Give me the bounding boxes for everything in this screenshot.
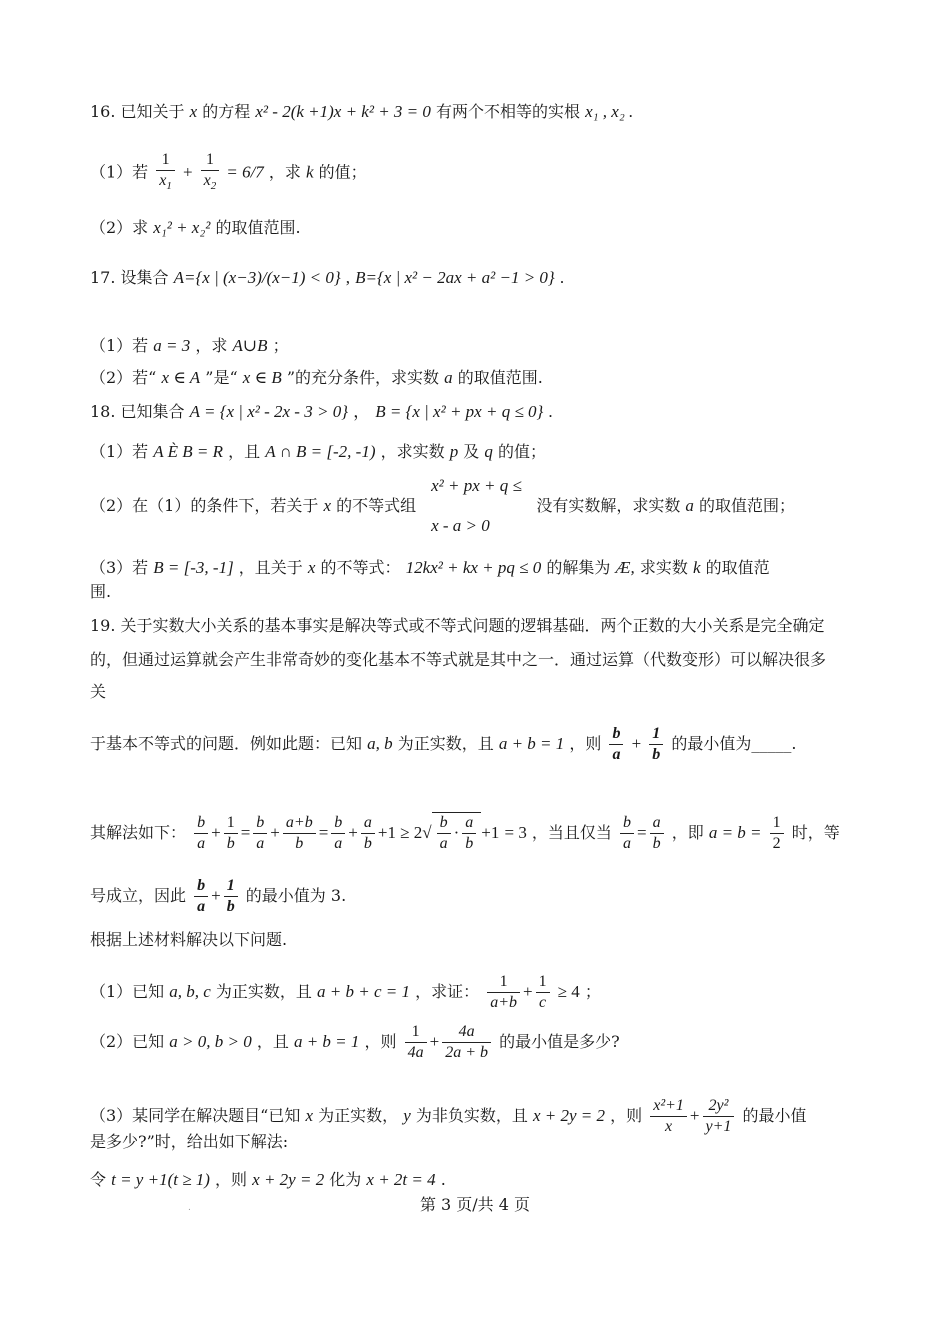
q17-p2-d: 的取值范围. <box>457 368 543 387</box>
q16-stem-a: 16. 已知关于 <box>90 102 185 121</box>
q17-p1-c: ； <box>272 336 289 355</box>
q18-system-line2 <box>90 514 490 538</box>
q19-part2: （2）已知 a > 0, b > 0 ，且 a + b = 1 ，则 $\frac{1}{4a}$ + $\frac{4a}{2a + b}$ 的最小值是多少? <box>90 1023 620 1061</box>
q18-p3-a: （3）若 <box>90 558 149 577</box>
q19-last-a: 令 <box>90 1170 107 1189</box>
q18-part1: （1）若 A È B = R ，且 A ∩ B = [-2, -1) ，求实数 p 及 q 的值； <box>90 442 547 461</box>
q18-p3-empty-set: Æ, <box>615 558 635 577</box>
q16-stem: 16. 已知关于 x 的方程 x² - 2(k +1)x + k² + 3 = 0 有两个不相等的实根 x₁ , x₂ . <box>90 102 634 121</box>
q19-p1-abc: a, b, c <box>169 982 211 1001</box>
q19-line1: 19. 关于实数大小关系的基本事实是解决等式或不等式问题的逻辑基础．两个正数的大小关系是完全确定 <box>90 616 825 635</box>
q18-set-b: B = {x | x² + px + q ≤ 0} <box>375 402 544 421</box>
q19-last-c: 化为 <box>329 1170 362 1189</box>
q18-stem: 18. 已知集合 A = {x | x² - 2x - 3 > 0} ， B = {x | x² + px + q ≤ 0} . <box>90 402 553 421</box>
q19-last-t: t = y +1(t ≥ 1) <box>111 1170 210 1189</box>
q19-sol-c: ，即 <box>671 823 704 842</box>
q19-last-eq1: x + 2y = 2 <box>252 1170 325 1189</box>
q19-solution: 其解法如下： $\frac{b}{a}$ + $\frac{1}{b}$ = $\frac{b}{a}$ + $\frac{a+b}{b}$ = $\frac{b}{a}$ + $\frac{a}{b}$ +1 ≥ 2√ $\frac{b}{a}$ · $\frac{a}{b}$ +1 = 3 ，当且仅当 $\frac{b}{a}$ = $\frac{a}{b}$ ，即 a = b = $\frac{1}{2}$ 时，等 <box>90 814 840 852</box>
q18-p1-intersection: A ∩ B = [-2, -1) <box>265 442 376 461</box>
q17-p1-a: （1）若 <box>90 336 149 355</box>
q19-p3-c: 为非负实数，且 <box>415 1106 528 1125</box>
q17-part2: （2）若“ x ∈ A ”是“ x ∈ B ”的充分条件，求实数 a 的取值范围. <box>90 368 543 387</box>
q19-last-b: ，则 <box>215 1170 248 1189</box>
q19-part3-cont: 是多少?”时，给出如下解法: <box>90 1132 289 1151</box>
q19-p2-c: ，则 <box>364 1032 397 1051</box>
q19-p2-b: ，且 <box>256 1032 289 1051</box>
footer-dot: . <box>188 1203 191 1213</box>
q19-p1-eq: a + b + c = 1 <box>317 982 410 1001</box>
q17-stem: 17. 设集合 A={x | (x−3)/(x−1) < 0} , B={x | x² − 2ax + a² −1 > 0} . <box>90 268 565 287</box>
q17-stem-label: 17. 设集合 <box>90 268 169 287</box>
q17-p2-x2: x ∈ B <box>242 368 282 387</box>
q19-p1-c: ，求证： <box>415 982 480 1001</box>
q19-p1-a: （1）已知 <box>90 982 165 1001</box>
q17-p2-c: ”的充分条件，求实数 <box>286 368 440 387</box>
q19-sol-d: 时，等 <box>791 823 840 842</box>
q17-p1-expr: A∪B <box>232 336 268 355</box>
q19-p3-d: ，则 <box>610 1106 643 1125</box>
q16-p1-rhs: 6/7 <box>242 162 264 182</box>
q19-p2-a: （2）已知 <box>90 1032 165 1051</box>
q19-l4-d: 的最小值为_____. <box>671 734 797 753</box>
q19-p3-b: 为正实数， <box>318 1106 399 1125</box>
q19-sol-b: ，当且仅当 <box>531 823 612 842</box>
q18-p2-c: 没有实数解，求实数 <box>536 496 681 515</box>
q17-p2-a: （2）若“ <box>90 368 157 387</box>
q19-p2-d: 的最小值是多少? <box>499 1032 620 1051</box>
q18-p1-e: 的值； <box>498 442 547 461</box>
q16-part1: （1）若 $\frac{1}{x_1}$ + $\frac{1}{x_2}$ = 6/7 ，求 k 的值； <box>90 150 367 196</box>
q18-p3-inequality: 12kx² + kx + pq ≤ 0 <box>405 558 542 577</box>
q17-p1-eq: a = 3 <box>153 336 191 355</box>
q18-set-a: A = {x | x² - 2x - 3 > 0} <box>189 402 348 421</box>
q19-last-line <box>90 1168 446 1192</box>
q16-roots: x₁ , x₂ . <box>585 102 634 121</box>
q18-p3-c: 的不等式： <box>320 558 401 577</box>
q16-p2-expr: x₁² + x₂² <box>153 218 211 237</box>
q18-system-ineq1: x² + px + q ≤ <box>431 476 522 495</box>
q16-p2-b: 的取值范围. <box>215 218 301 237</box>
q18-part2: （2）在（1）的条件下，若关于 x 的不等式组 没有实数解，求实数 a 的取值范围； <box>90 496 796 515</box>
q19-l4-ab: a, b <box>367 734 393 753</box>
q19-last-eq2: x + 2t = 4 <box>366 1170 436 1189</box>
q19-line6: 号成立，因此 $\frac{b}{a}$ + $\frac{1}{b}$ 的最小值为 3. <box>90 877 347 915</box>
q19-l4-eq: a + b = 1 <box>498 734 565 753</box>
q19-sol-eq: a = b = <box>708 823 762 842</box>
frac-1-over-x1: $\frac{1}{x_1}$ <box>156 150 175 196</box>
q18-system-ineq2: x - a > 0 <box>431 516 490 535</box>
q18-part3: （3）若 B = [-3, -1] ，且关于 x 的不等式： 12kx² + kx + pq ≤ 0 的解集为 Æ, 求实数 k 的取值范 <box>90 558 770 577</box>
q17-part1 <box>90 334 289 358</box>
q18-stem-label: 18. 已知集合 <box>90 402 185 421</box>
q16-equation: x² - 2(k +1)x + k² + 3 = 0 <box>255 102 431 121</box>
q19-l6-b: 的最小值为 3. <box>245 886 347 905</box>
q19-last-d: . <box>440 1170 446 1189</box>
q18-p3-f: 的取值范 <box>705 558 770 577</box>
q19-p1-b: 为正实数，且 <box>215 982 312 1001</box>
frac-b-over-a: $\frac{b}{a}$ <box>609 724 623 765</box>
q19-p3-e: 的最小值 <box>742 1106 807 1125</box>
q17-p2-b: ”是“ <box>205 368 238 387</box>
q18-p3-d: 的解集为 <box>546 558 611 577</box>
q16-part2 <box>90 216 301 240</box>
q19-sol-chain-result: = 3 <box>504 823 527 842</box>
q18-p3-set-b: B = [-3, -1] <box>153 558 234 577</box>
q19-line7: 根据上述材料解决以下问题. <box>90 930 288 949</box>
q18-p1-c: ，求实数 <box>380 442 445 461</box>
q19-p3-a: （3）某同学在解决题目“已知 <box>90 1106 301 1125</box>
q18-p3-e: 求实数 <box>639 558 688 577</box>
q18-p1-d: 及 <box>463 442 480 461</box>
q16-p1-c: 的值； <box>318 162 367 182</box>
q19-p2-eq: a + b = 1 <box>293 1032 360 1051</box>
q19-l6-a: 号成立，因此 <box>90 886 187 905</box>
q19-l4-c: ，则 <box>569 734 602 753</box>
frac-1-over-x2: $\frac{1}{x_2}$ <box>201 150 220 196</box>
q17-set-a: A={x | (x−3)/(x−1) < 0} <box>173 268 341 287</box>
q18-p3-g: 围. <box>90 582 112 601</box>
q19-part1: （1）已知 a, b, c 为正实数，且 a + b + c = 1 ，求证： $\frac{1}{a+b}$ + $\frac{1}{c}$ ≥ 4 ； <box>90 973 601 1011</box>
q17-p1-b: ，求 <box>195 336 228 355</box>
q18-part3-cont <box>90 580 111 604</box>
q19-line3: 关 <box>90 682 107 701</box>
q18-p2-a: （2）在（1）的条件下，若关于 <box>90 496 319 515</box>
q19-p3-eq: x + 2y = 2 <box>532 1106 606 1125</box>
q19-l4-a: 于基本不等式的问题．例如此题：已知 <box>90 734 363 753</box>
q19-part3: （3）某同学在解决题目“已知 x 为正实数， y 为非负实数，且 x + 2y = 2 ，则 $\frac{\text{x²+1}}{x}$ + $\frac{\text{2y²}}{y+1}$ 的最小值 <box>90 1097 807 1135</box>
q18-p3-b: ，且关于 <box>238 558 303 577</box>
q18-p1-b: ，且 <box>228 442 261 461</box>
q16-p2-a: （2）求 <box>90 218 149 237</box>
q16-p1-b: ，求 <box>268 162 301 182</box>
q16-stem-b: 的方程 <box>202 102 251 121</box>
frac-1-over-b: $\frac{1}{b}$ <box>649 724 663 765</box>
q19-line4: 于基本不等式的问题．例如此题：已知 a, b 为正实数，且 a + b = 1 ，则 $\frac{b}{a}$ + $\frac{1}{b}$ 的最小值为_____. <box>90 725 797 763</box>
q16-stem-c: 有两个不相等的实根 <box>435 102 580 121</box>
q18-p2-b: 的不等式组 <box>336 496 417 515</box>
q19-l4-b: 为正实数，且 <box>397 734 494 753</box>
q18-p1-union: A È B = R <box>153 442 223 461</box>
q19-p1-ge: ≥ 4 <box>557 982 580 1001</box>
q19-p1-d: ； <box>584 982 601 1001</box>
q17-set-b: B={x | x² − 2ax + a² −1 > 0} <box>355 268 555 287</box>
q19-p2-cond: a > 0, b > 0 <box>169 1032 252 1051</box>
q16-p1-a: （1）若 <box>90 162 149 182</box>
q18-p2-d: 的取值范围； <box>699 496 796 515</box>
q17-p2-x1: x ∈ A <box>161 368 201 387</box>
q19-line2: 的，但通过运算就会产生非常奇妙的变化基本不等式就是其中之一．通过运算（代数变形）可以解决很多 <box>90 650 827 669</box>
q18-p1-a: （1）若 <box>90 442 149 461</box>
q19-sol-a: 其解法如下： <box>90 823 187 842</box>
page-footer: 第 3 页/共 4 页 <box>419 1195 531 1214</box>
